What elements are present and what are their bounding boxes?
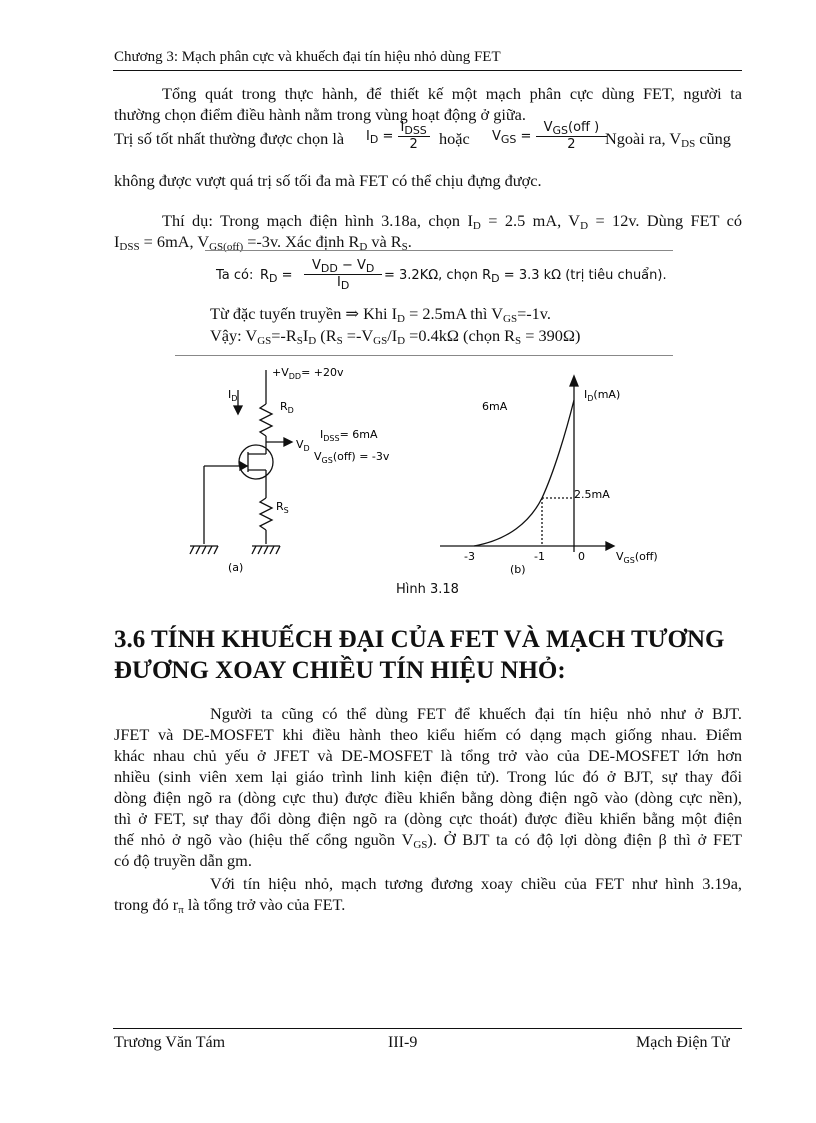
graph-label: (b) (510, 563, 526, 576)
example-rule-top (205, 250, 673, 251)
rd-formula (216, 256, 686, 298)
vd-label: $V_D$ (296, 438, 310, 453)
body-line-7: thế nhỏ ở ngõ vào (hiệu thế cổng nguồn $V_{GS}$). Ở BJT ta có độ lợi dòng điện β thì ở FET (114, 830, 742, 850)
taco-label: Ta có: (216, 268, 254, 283)
circuit-diagram (176, 362, 426, 584)
header-rule (113, 70, 742, 71)
intro-line-3 (114, 118, 742, 162)
rd-fraction: $V_{DD} - V_D$ $I_D$ (304, 258, 382, 291)
intro-or: hoặc (439, 129, 470, 148)
body-line-2: JFET và DE-MOSFET khi điều hành theo kiểu hiếm có dạng mạch giống nhau. Điểm (114, 725, 742, 744)
intro-line-1: Tổng quát trong thực hành, để thiết kế một mạch phân cực dùng FET, người ta (162, 84, 742, 103)
id-label: $I_D$ (228, 388, 238, 403)
body-line-5: dòng điện ngõ ra (dòng cực thu) được điều khiển bằng dòng điện ngõ vào (dòng cực nền), (114, 788, 742, 807)
footer-author: Trương Văn Tám (114, 1034, 226, 1051)
intro-line-4: không được vượt quá trị số tối đa mà FET có thể chịu đựng được. (114, 171, 542, 190)
footer-rule (113, 1028, 742, 1029)
vdd-label: $+V_{DD}= +20v$ (272, 366, 344, 381)
rs-label: $R_S$ (276, 500, 289, 515)
body-line-3: khác nhau chủ yếu ở JFET và DE-MOSFET là tổng trở vào của DE-MOSFET lớn hơn (114, 746, 742, 765)
formula-vgs: $V_{GS}$ = $\frac{V_{GS}(off )}{2}$ (492, 120, 607, 153)
x-tick-minus1: -1 (534, 550, 545, 563)
body-line-10: trong đó $r_\pi$ là tổng trở vào của FET. (114, 895, 346, 916)
body-line-6: thì ở FET, sự thay đổi dòng điện ngõ ra (dòng cực thoát) được điều khiển bằng một điện (114, 809, 742, 828)
body-line-9: Với tín hiệu nhỏ, mạch tương đương xoay chiều của FET như hình 3.19a, (210, 874, 742, 893)
rd-lhs: $R_D$ = (260, 268, 293, 285)
x-axis-label: $V_{GS}(off)$ (616, 550, 658, 565)
section-title-line-2: ĐƯƠNG XOAY CHIỀU TÍN HIỆU NHỎ: (114, 657, 566, 684)
circuit-label: (a) (228, 561, 244, 574)
vgsoff-label: $V_{GS}(off) = -3v$ (314, 450, 390, 465)
formula-id: $I_D$ = $\frac{I_{DSS}}{2}$ (366, 120, 430, 153)
rd-label: $R_D$ (280, 400, 294, 415)
x-tick-minus3: -3 (464, 550, 475, 563)
intro-line-2: thường chọn điểm điều hành nằm trong vùng hoạt động ở giữa. (114, 105, 526, 124)
footer-page-number: III-9 (388, 1034, 418, 1051)
example-line-4: Từ đặc tuyến truyền ⇒ Khi $I_D = 2.5mA$ thì $V_{GS}=-1v$. (210, 304, 551, 325)
body-line-8: có độ truyền dẫn gm. (114, 851, 252, 870)
body-line-4: nhiều (sinh viên xem lại giáo trình linh kiện điện tử). Trong lúc đó ở BJT, sự thay đổi (114, 767, 742, 786)
intro-line-3-end: Ngoài ra, $V_{DS}$ cũng (605, 129, 731, 150)
figure-caption: Hình 3.18 (396, 582, 459, 597)
mid-value-label: 2.5mA (574, 488, 610, 501)
page-header: Chương 3: Mạch phân cực và khuếch đại tín hiệu nhỏ dùng FET (114, 49, 501, 65)
section-title-line-1: 3.6 TÍNH KHUẾCH ĐẠI CỦA FET VÀ MẠCH TƯƠNG (114, 626, 725, 653)
top-value-label: 6mA (482, 400, 508, 413)
rd-result: = 3.2KΩ, chọn $R_D = 3.3$ kΩ (trị tiêu chuẩn). (384, 268, 667, 285)
transfer-curve-graph (430, 362, 670, 584)
example-line-1: Thí dụ: Trong mạch điện hình 3.18a, chọn $I_D = 2.5$ mA, $V_D = 12v$. Dùng FET có (162, 211, 742, 231)
idss-label: $I_{DSS}= 6mA$ (320, 428, 378, 443)
intro-line-3-start: Trị số tốt nhất thường được chọn là (114, 129, 345, 148)
example-line-5: Vậy: $V_{GS}=-R_SI_D$ ($R_S =-V_{GS}/I_D =0.4k\Omega$ (chọn $R_S = 390\Omega$) (210, 326, 581, 347)
y-axis-label: $I_D(mA)$ (584, 388, 621, 403)
footer-book-title: Mạch Điện Tử (636, 1034, 730, 1051)
body-line-1: Người ta cũng có thể dùng FET để khuếch đại tín hiệu nhỏ như ở BJT. (210, 704, 742, 723)
x-tick-0: 0 (578, 550, 585, 563)
example-line-2: $I_{DSS} = 6mA$, $V_{GS(off)} =-3v$. Xác định $R_D$ và $R_S$. (114, 232, 412, 253)
example-rule-bottom (175, 355, 673, 356)
